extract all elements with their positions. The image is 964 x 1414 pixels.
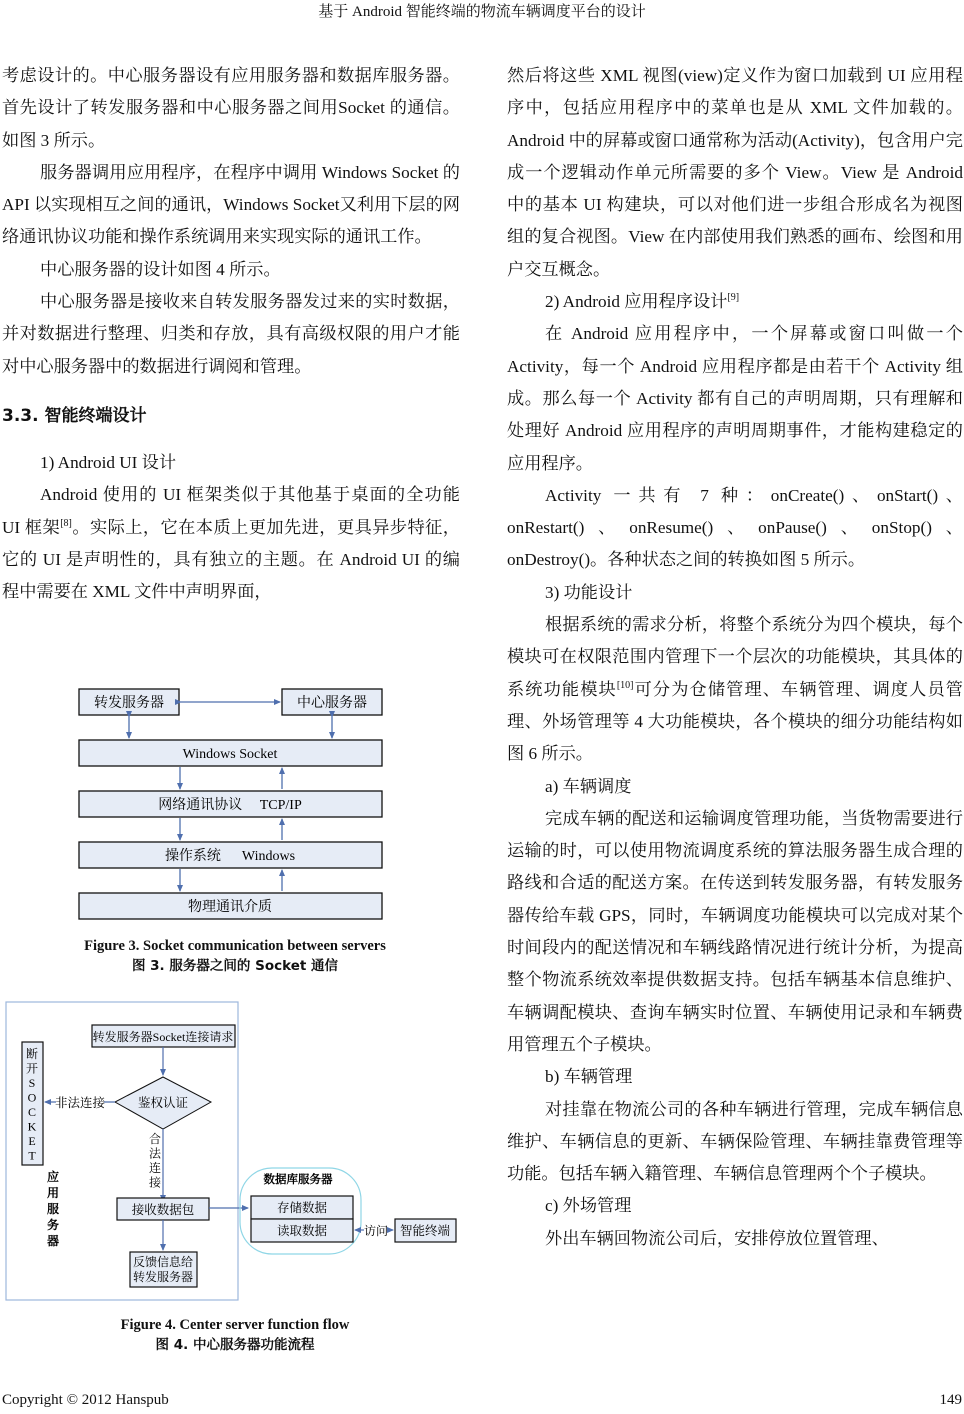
section-title: 3.3. 智能终端设计: [2, 405, 147, 426]
text: 。实际上，它在本质上更加先进，更具异步特征，它的 UI 是声明性的，具有独立的主题。在 Android UI 的编程中需要在 XML 文件中声明界面，: [2, 517, 460, 602]
citation-link[interactable]: [8]: [60, 517, 72, 529]
vertical-char: 连: [148, 1161, 162, 1175]
text: Android 使用的 UI 框架类似于其他基于桌面的全功能 UI 框架: [2, 485, 460, 537]
vertical-char: 服: [46, 1202, 60, 1216]
vertical-char: 务: [46, 1218, 60, 1232]
windows-socket-box: [79, 740, 382, 766]
vertical-char: S: [28, 1076, 36, 1090]
vertical-char: 器: [46, 1234, 60, 1248]
text: 2) Android 应用程序设计: [545, 292, 728, 312]
paragraph: Activity 一共有 7 种：onCreate()、onStart()、onRestart()、onResume()、onPause()、onStop()、onDestroy()。各种状态之间的转换如图 5 所示。: [507, 485, 963, 570]
vertical-char: K: [27, 1119, 37, 1134]
vertical-char: 用: [46, 1186, 60, 1200]
paragraph: 中心服务器的设计如图 4 所示。: [40, 259, 281, 279]
vertical-char: 开: [25, 1061, 39, 1076]
subheading: 3) 功能设计: [545, 582, 633, 602]
subheading: 1) Android UI 设计: [40, 452, 177, 472]
vertical-char: O: [27, 1090, 37, 1105]
os-box: [79, 842, 382, 868]
paragraph: 完成车辆的配送和运输调度管理功能，当货物需要进行运输的时，可以使用物流调度系统的算法服务器生成合理的路线和合适的配送方案。在传送到转发服务器，有转发服务器传给车载 GPS，同时，车辆调度功能模块可以完成对某个时间段内的配送情况和车辆线路情况进行统计分析，为提高整个物流系统效率提供数据支持。包括车辆基本信息维护、车辆调配模块、查询车辆实时位置、车辆使用记录和车辆费用管理五个子模块。: [507, 808, 963, 1054]
caption-en: Figure 4. Center server function flow: [120, 1317, 350, 1333]
figure-3: [0, 680, 470, 980]
paragraph: 中心服务器是接收来自转发服务器发过来的实时数据，并对数据进行整理、归类和存放，具有高级权限的用户才能对中心服务器中的数据进行调阅和管理。: [2, 292, 460, 376]
figure-4-caption: [0, 1315, 470, 1355]
paragraph: 服务器调用应用程序，在程序中调用 Windows Socket 的 API 以实现相互之间的通讯，Windows Socket又利用下层的网络通讯协议功能和操作系统调用来实现实际的通讯工作。: [2, 162, 460, 247]
citation-link[interactable]: [10]: [616, 679, 634, 691]
box-label: 读取数据: [276, 1224, 328, 1238]
paragraph: 外出车辆回物流公司后，安排停放位置管理、: [545, 1228, 889, 1248]
feedback-box: [130, 1252, 197, 1287]
box-label: 接收数据包: [131, 1203, 195, 1217]
vertical-char: 法: [148, 1146, 162, 1161]
box-label: 中心服务器: [297, 696, 367, 711]
box-label: 反馈信息给: [132, 1255, 194, 1269]
vertical-char: T: [28, 1148, 36, 1163]
illegal-connection-label: 非法连接: [54, 1096, 106, 1110]
forward-server-box: [79, 689, 179, 715]
caption-zh: 图 4. 中心服务器功能流程: [155, 1337, 315, 1353]
text: 可分为仓储管理、车辆管理、调度人员管理、外场管理等 4 大功能模块，各个模块的细分功能结构如图 6 所示。: [507, 679, 963, 764]
legal-connection-label: [149, 1131, 162, 1190]
box-label: 智能终端: [399, 1224, 451, 1238]
read-data-box: [251, 1219, 353, 1242]
figure-4: [0, 995, 470, 1355]
auth-diamond: [115, 1077, 211, 1129]
box-label: 网络通讯协议 TCP/IP: [158, 798, 302, 813]
diamond-label: 鉴权认证: [137, 1096, 189, 1110]
paragraph: [507, 609, 963, 770]
box-label: 转发服务器Socket连接请求: [92, 1030, 234, 1044]
terminal-box: [395, 1219, 456, 1242]
copyright: Copyright © 2012 Hanspub: [2, 1392, 169, 1408]
vertical-char: 应: [46, 1170, 60, 1184]
subheading: c) 外场管理: [545, 1196, 632, 1216]
subheading: a) 车辆调度: [545, 776, 632, 796]
caption-zh: 图 3. 服务器之间的 Socket 通信: [131, 958, 339, 974]
box-label: 转发服务器: [94, 696, 164, 711]
store-data-box: [251, 1196, 353, 1219]
right-column: [507, 60, 963, 1255]
figure-4-diagram: [0, 995, 470, 1305]
caption-en: Figure 3. Socket communication between servers: [84, 938, 386, 954]
citation-link[interactable]: [9]: [727, 292, 740, 304]
paragraph: 然后将这些 XML 视图(view)定义作为窗口加载到 UI 应用程序中，包括应用程序中的菜单也是从 XML 文件加载的。Android 中的屏幕或窗口通常称为活动(Activity)，包含用户完成一个逻辑动作单元所需要的多个 View。View 是 Android 中的基本 UI 构建块，可以对他们进一步组合形成名为视图组的复合视图。View 在内部使用我们熟悉的画布、绘图和用户交互概念。: [507, 66, 963, 279]
center-server-box: [282, 689, 382, 715]
receive-box: [117, 1198, 209, 1220]
access-label: 访问: [363, 1224, 389, 1238]
subheading: [507, 286, 963, 318]
text: 根据系统的需求分析，将整个系统分为四个模块，每个模块可在权限范围内管理下一个层次的功能模块，其具体的系统功能模块: [507, 615, 963, 699]
disconnect-socket-box: [22, 1042, 43, 1165]
vertical-char: 接: [148, 1175, 162, 1190]
vertical-char: C: [27, 1105, 37, 1119]
paragraph: [2, 479, 460, 608]
vertical-char: E: [28, 1134, 36, 1148]
box-label: 转发服务器: [132, 1270, 194, 1284]
box-label: 存储数据: [276, 1201, 328, 1215]
network-protocol-box: [79, 791, 382, 817]
figure-3-diagram: [0, 680, 470, 930]
paragraph: 考虑设计的。中心服务器设有应用服务器和数据库服务器。首先设计了转发服务器和中心服务器之间用Socket 的通信。如图 3 所示。: [2, 66, 460, 150]
running-title: 基于 Android 智能终端的物流车辆调度平台的设计: [318, 4, 646, 20]
box-label: Windows Socket: [182, 747, 278, 762]
db-server-label: 数据库服务器: [263, 1174, 333, 1186]
page-number: 149: [939, 1392, 962, 1408]
physical-medium-box: [79, 893, 382, 919]
box-label: 操作系统 Windows: [164, 849, 296, 864]
vertical-char: 合: [148, 1132, 162, 1146]
figure-3-caption: [0, 936, 470, 976]
box-label: 物理通讯介质: [188, 900, 272, 915]
subheading: b) 车辆管理: [545, 1067, 633, 1087]
vertical-char: 断: [25, 1047, 39, 1061]
paragraph: 对挂靠在物流公司的各种车辆进行管理，完成车辆信息维护、车辆信息的更新、车辆保险管理、车辆挂靠费管理等功能。包括车辆入籍管理、车辆信息管理两个个子模块。: [507, 1099, 963, 1184]
app-server-label: [46, 1169, 60, 1248]
left-column: [2, 60, 460, 608]
paragraph: 在 Android 应用程序中，一个屏幕或窗口叫做一个 Activity，每一个 Android 应用程序都是由若干个 Activity 组成。那么每一个 Activity 都有自己的声明周期，只有理解和处理好 Android 应用程序的声明周期事件，才能构建稳定的应用程序。: [507, 324, 963, 473]
request-box: [92, 1025, 235, 1047]
